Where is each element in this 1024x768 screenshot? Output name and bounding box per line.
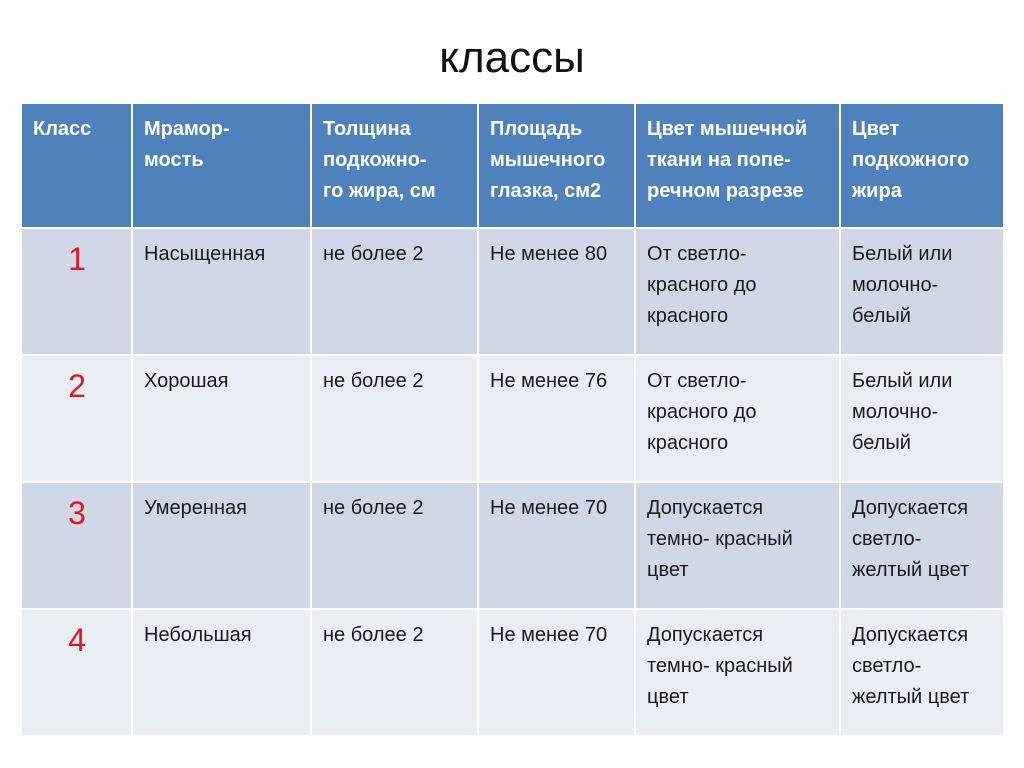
header-muscle-color: Цвет мышечной ткани на попе- речном разрезе — [635, 103, 840, 228]
table-row — [21, 609, 1004, 736]
table-header-row — [21, 103, 1004, 228]
eye-area-cell: Не менее 80 — [478, 228, 635, 355]
class-number: 1 — [21, 228, 132, 355]
classes-table — [20, 102, 1005, 737]
slide-title: классы — [439, 33, 585, 82]
eye-area-cell: Не менее 70 — [478, 609, 635, 736]
muscle-color-cell: Допускается темно- красный цвет — [635, 609, 840, 736]
marbling-cell: Небольшая — [132, 609, 311, 736]
fat-color-cell: Допускается светло- желтый цвет — [840, 609, 1004, 736]
class-number: 2 — [21, 355, 132, 482]
muscle-color-cell: От светло- красного до красного — [635, 355, 840, 482]
marbling-cell: Хорошая — [132, 355, 311, 482]
header-marbling: Мрамор- мость — [132, 103, 311, 228]
header-fat-color: Цвет подкожного жира — [840, 103, 1004, 228]
table-row — [21, 482, 1004, 609]
marbling-cell: Насыщенная — [132, 228, 311, 355]
fat-thickness-cell: не более 2 — [311, 482, 478, 609]
fat-color-cell: Белый или молочно- белый — [840, 228, 1004, 355]
table-row — [21, 228, 1004, 355]
eye-area-cell: Не менее 70 — [478, 482, 635, 609]
eye-area-cell: Не менее 76 — [478, 355, 635, 482]
muscle-color-cell: Допускается темно- красный цвет — [635, 482, 840, 609]
fat-thickness-cell: не более 2 — [311, 228, 478, 355]
fat-thickness-cell: не более 2 — [311, 355, 478, 482]
marbling-cell: Умеренная — [132, 482, 311, 609]
muscle-color-cell: От светло- красного до красного — [635, 228, 840, 355]
header-class: Класс — [21, 103, 132, 228]
class-number: 3 — [21, 482, 132, 609]
header-eye-area: Площадь мышечного глазка, см2 — [478, 103, 635, 228]
class-number: 4 — [21, 609, 132, 736]
table-row — [21, 355, 1004, 482]
fat-color-cell: Белый или молочно- белый — [840, 355, 1004, 482]
fat-thickness-cell: не более 2 — [311, 609, 478, 736]
fat-color-cell: Допускается светло- желтый цвет — [840, 482, 1004, 609]
header-fat-thickness: Толщина подкожно- го жира, см — [311, 103, 478, 228]
